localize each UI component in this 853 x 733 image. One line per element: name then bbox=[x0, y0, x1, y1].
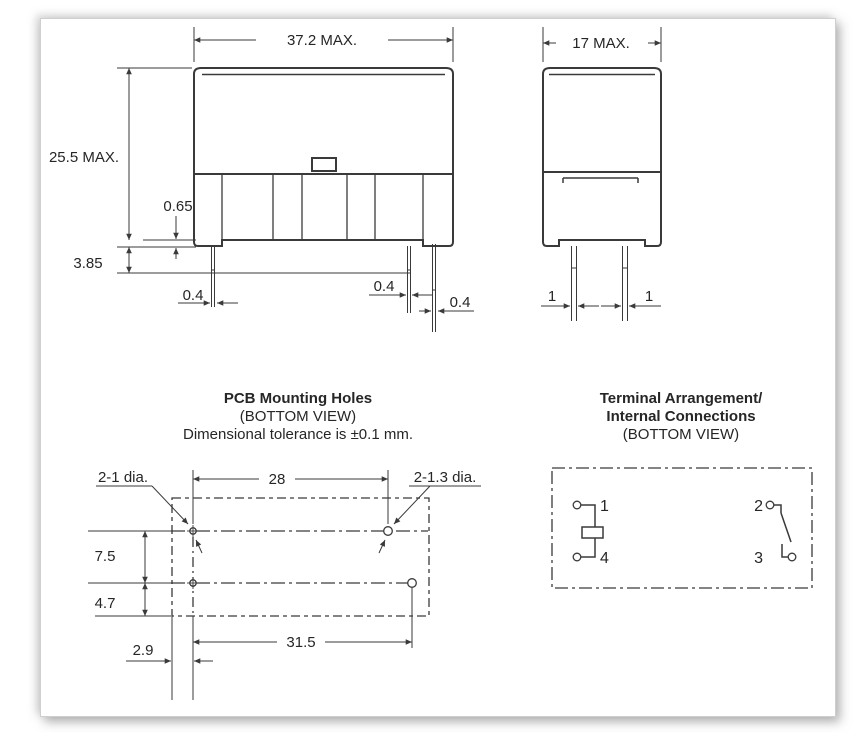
coil-box bbox=[582, 527, 603, 538]
relay-case-front bbox=[194, 68, 453, 246]
terminal-outline bbox=[552, 468, 812, 588]
terminal-4-contact bbox=[573, 553, 581, 561]
relay-case-side bbox=[543, 68, 661, 246]
side-pins bbox=[572, 246, 628, 321]
terminal-title-line2: Internal Connections bbox=[606, 408, 756, 425]
terminal-3-contact bbox=[788, 553, 796, 561]
coil-symbol bbox=[573, 498, 609, 567]
front-standoff-label: 0.65 bbox=[163, 198, 193, 215]
mounting-hole-large-upper bbox=[384, 527, 393, 536]
front-pinwidth-left-label: 0.4 bbox=[182, 287, 204, 304]
mounting-hole-large-lower bbox=[408, 579, 417, 588]
terminal-title-line1: Terminal Arrangement/ bbox=[599, 390, 763, 407]
terminal-2-contact bbox=[766, 501, 774, 509]
front-pinwidth-right-label: 0.4 bbox=[449, 294, 471, 311]
front-width-label: 37.2 MAX. bbox=[286, 32, 358, 49]
front-height-label: 25.5 MAX. bbox=[48, 149, 120, 166]
label-window bbox=[312, 158, 336, 171]
side-pinwidth-left-label: 1 bbox=[547, 288, 557, 305]
pcb-mounting-holes bbox=[88, 390, 481, 700]
front-view bbox=[49, 27, 474, 332]
large-holes-label: 2-1.3 dia. bbox=[413, 469, 477, 486]
pitch-y-upper-label: 7.5 bbox=[94, 548, 116, 565]
front-pinseat-label: 3.85 bbox=[73, 255, 103, 272]
edge-offset-label: 2.9 bbox=[132, 642, 154, 659]
side-view bbox=[541, 27, 661, 321]
terminal-view-label: (BOTTOM VIEW) bbox=[622, 426, 740, 443]
pcb-tolerance-label: Dimensional tolerance is ±0.1 mm. bbox=[183, 426, 413, 443]
front-pins bbox=[212, 244, 436, 332]
terminal-arrangement bbox=[552, 390, 812, 588]
side-pinwidth-right-label: 1 bbox=[644, 288, 654, 305]
pcb-view-label: (BOTTOM VIEW) bbox=[239, 408, 357, 425]
pitch-x-lower-label: 31.5 bbox=[286, 634, 316, 651]
side-width-label: 17 MAX. bbox=[572, 35, 630, 52]
pin4-label: 4 bbox=[600, 550, 609, 567]
switch-symbol bbox=[754, 498, 796, 567]
front-pinwidth-mid-label: 0.4 bbox=[373, 278, 395, 295]
pitch-x-upper-label: 28 bbox=[268, 471, 286, 488]
small-holes-label: 2-1 dia. bbox=[97, 469, 149, 486]
pin1-label: 1 bbox=[600, 498, 609, 515]
pin2-label: 2 bbox=[754, 498, 763, 515]
switch-blade bbox=[781, 513, 791, 542]
footprint-outline bbox=[172, 498, 429, 616]
pitch-y-lower-label: 4.7 bbox=[94, 595, 116, 612]
pin3-label: 3 bbox=[754, 550, 763, 567]
pcb-title: PCB Mounting Holes bbox=[223, 390, 373, 407]
terminal-1-contact bbox=[573, 501, 581, 509]
